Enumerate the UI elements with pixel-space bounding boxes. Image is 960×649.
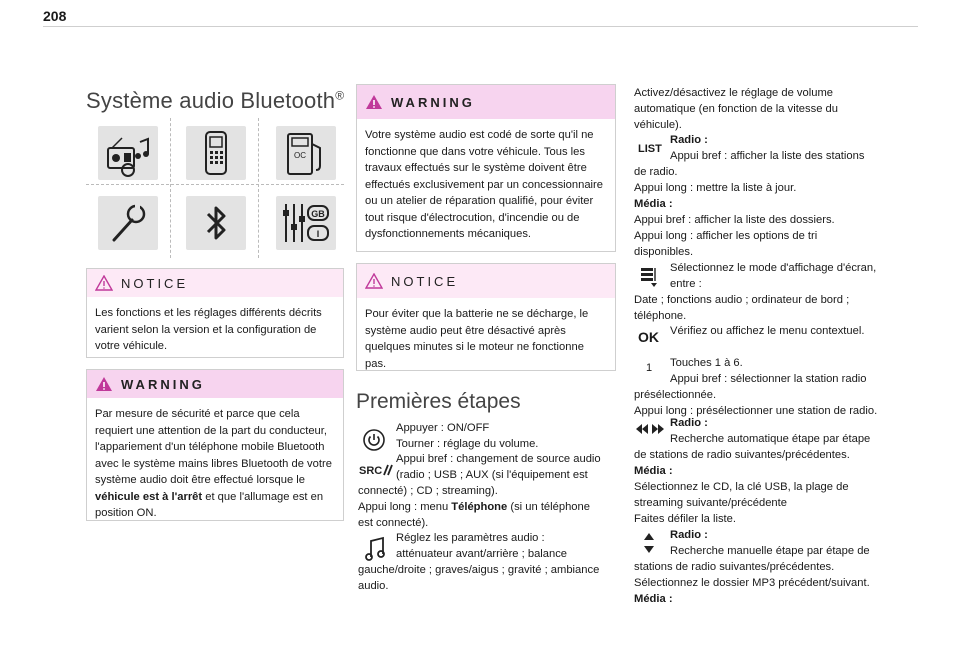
col3-line: Sélectionnez le CD, la clé USB, la plage de [634, 481, 849, 493]
step-eq-line3: gauche/droite ; graves/aigus ; gravité ; ambiance [358, 564, 600, 576]
col3-line: Recherche automatique étape par étape [670, 433, 871, 445]
mobile-phone-icon [186, 126, 246, 180]
step-src-line2: (radio ; USB ; AUX (si l'équipement est [396, 469, 588, 481]
col3-line: de stations de radio suivantes/précédentes. [634, 449, 850, 461]
step-eq-line1: Réglez les paramètres audio : [396, 532, 545, 544]
warning-icon [95, 376, 113, 392]
warning-header: WARNING [121, 376, 205, 392]
power-knob-icon [360, 426, 388, 454]
notice-text: Pour éviter que la batterie ne se décharge, le système audio peut être désactivé après quelques minutes si le moteur ne fonctionne pas. [365, 308, 589, 370]
col3-media-heading: Média : [634, 593, 673, 605]
notice-header: NOTICE [391, 273, 459, 289]
feature-icon-grid [86, 118, 344, 258]
bluetooth-icon [186, 196, 246, 250]
col3-line: de radio. [634, 166, 678, 178]
warning-icon [365, 94, 383, 110]
warning-header: WARNING [391, 94, 475, 110]
source-button-icon [358, 456, 394, 484]
notice-header: NOTICE [121, 275, 189, 291]
col3-line: Date ; fonctions audio ; ordinateur de bord ; [634, 294, 850, 306]
header-rule [43, 26, 918, 27]
col3-line: Appui bref : afficher la liste des dossiers. [634, 214, 835, 226]
col3-radio-heading: Radio : [670, 417, 708, 429]
col3-radio-heading: Radio : [670, 134, 708, 146]
svg-text:I: I [316, 229, 320, 239]
svg-text:GB: GB [311, 209, 325, 219]
step-src-line3: connecté) ; CD ; streaming). [358, 485, 498, 497]
col3-line: Vérifiez ou affichez le menu contextuel. [670, 325, 865, 337]
fuel-pump-icon [276, 126, 336, 180]
step-src-line5: est connecté). [358, 517, 429, 529]
svg-text:OC: OC [294, 151, 306, 160]
page-title: Système audio Bluetooth® [86, 88, 345, 113]
step-eq-line4: audio. [358, 580, 389, 592]
col3-line: streaming suivante/précédente [634, 497, 787, 509]
step-power-line1: Appuyer : ON/OFF [396, 422, 490, 434]
radio-music-icon [98, 126, 158, 180]
col3-media-heading: Média : [634, 465, 673, 477]
step-src-line1: Appui bref : changement de source audio [396, 453, 601, 465]
seek-arrows-icon [634, 420, 666, 438]
step-eq-line2: atténuateur avant/arrière ; balance [396, 548, 568, 560]
ok-button-label: OK [638, 329, 659, 345]
col3-line: Touches 1 à 6. [670, 357, 743, 369]
warning-box-2 [356, 84, 616, 252]
notice-text: Les fonctions et les réglages différents décrits varient selon la version et la configuration de votre véhicule. [95, 307, 322, 352]
col3-line: Sélectionnez le dossier MP3 précédent/suivant. [634, 577, 870, 589]
up-down-arrows-icon [638, 528, 660, 558]
display-mode-icon [636, 264, 662, 290]
col3-line: Appui bref : afficher la liste des stations [670, 150, 865, 162]
notice-box-2 [356, 263, 616, 371]
col3-line: entre : [670, 278, 702, 290]
col3-media-heading: Média : [634, 198, 673, 210]
list-button-label: LIST [638, 143, 662, 155]
warning-text: Votre système audio est codé de sorte qu'il ne fonctionne que dans votre véhicule. Tous les travaux effectués sur le système doivent être effectués exclusivement par un concessionnaire ou un atelier de réparation qualifié, pour éviter tout risque d'électrocution, d'incendie ou de dysfonctionnements mécaniques. [365, 129, 603, 240]
notice-icon [365, 273, 383, 289]
section-title: Premières étapes [356, 390, 521, 413]
col3-line: téléphone. [634, 310, 687, 322]
col3-line: Appui bref : sélectionner la station radio [670, 373, 867, 385]
col3-line: automatique (en fonction de la vitesse du [634, 103, 838, 115]
step-power-line2: Tourner : réglage du volume. [396, 438, 539, 450]
notice-icon [95, 275, 113, 291]
col3-radio-heading: Radio : [670, 529, 708, 541]
col3-line: stations de radio suivantes/précédentes. [634, 561, 835, 573]
col3-line: Activez/désactivez le réglage de volume [634, 87, 833, 99]
wrench-icon [98, 196, 158, 250]
warning-text: Par mesure de sécurité et parce que cela requiert une attention de la part du conducteur, l'appariement d'un téléphone mobile Bluetooth avec le système mains libres Bluetooth de votre système audio doit être effectué lorsque le véhicule est à l'arrêt et que l'allumage est en position ON. [95, 408, 332, 519]
col3-line: Appui long : mettre la liste à jour. [634, 182, 797, 194]
page-number: 208 [43, 8, 67, 24]
col3-line: Sélectionnez le mode d'affichage d'écran, [670, 262, 877, 274]
col3-line: Faites défiler la liste. [634, 513, 736, 525]
preset-button-label: 1 [646, 362, 653, 374]
col3-line: véhicule). [634, 119, 682, 131]
notice-box-1 [86, 268, 344, 358]
col3-line: Recherche manuelle étape par étape de [670, 545, 870, 557]
language-settings-icon [276, 196, 336, 250]
col3-line: Appui long : présélectionner une station de radio. [634, 405, 878, 417]
col3-line: disponibles. [634, 246, 694, 258]
col3-line: Appui long : afficher les options de tri [634, 230, 818, 242]
warning-box-1 [86, 369, 344, 521]
svg-text:SRC: SRC [359, 465, 383, 477]
step-src-line4: Appui long : menu Téléphone (si un téléphone [358, 501, 590, 513]
col3-line: présélectionnée. [634, 389, 717, 401]
music-note-icon [362, 534, 388, 564]
